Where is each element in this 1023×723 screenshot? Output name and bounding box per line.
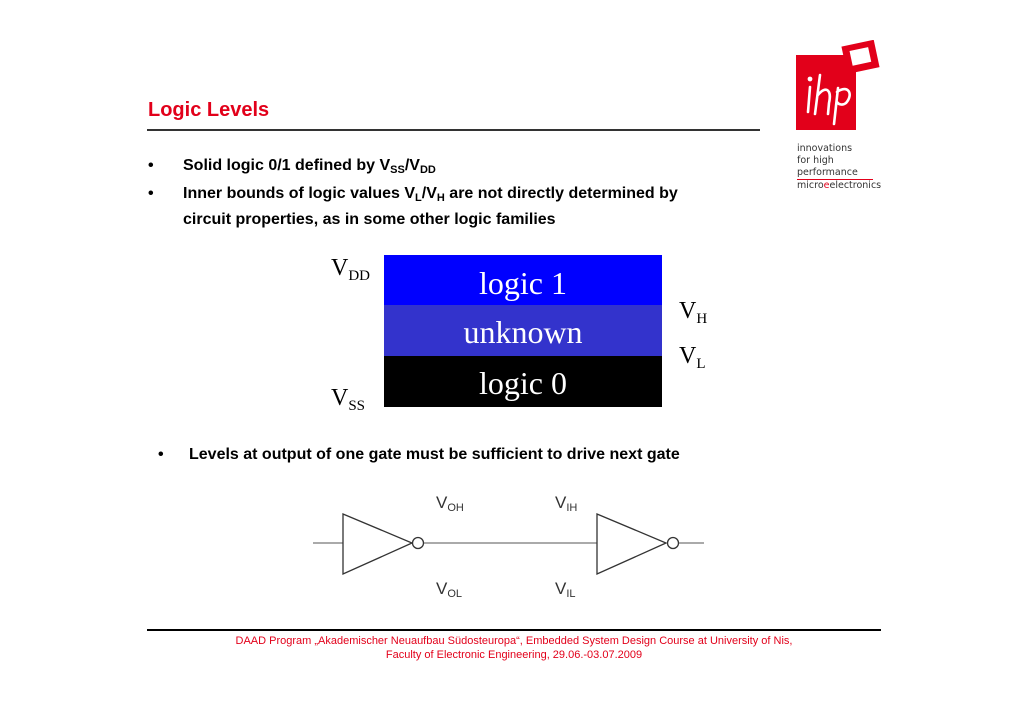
inverter-1-bubble bbox=[413, 538, 424, 549]
logo-tagline: innovations for high performance microeelectronics bbox=[797, 143, 882, 191]
logic-0-band: logic 0 bbox=[384, 356, 662, 407]
bullet-2-sep: /V bbox=[421, 185, 437, 202]
bullet-dot: • bbox=[148, 185, 154, 202]
vol-label: $V_{OL}$ bbox=[436, 579, 463, 600]
bullet-1-sep: /V bbox=[404, 157, 420, 174]
vss-label: $V_{SS}$ bbox=[331, 385, 366, 414]
bullet-2-sub-l: L bbox=[415, 192, 422, 204]
unknown-band: unknown bbox=[384, 305, 662, 356]
bullet-2-sub-h: H bbox=[436, 192, 445, 204]
footer-line-1: DAAD Program „Akademischer Neuaufbau Südosteuropa“, Embedded System Design Course at University of Nis, bbox=[235, 635, 793, 647]
vl-label: $V_L$ bbox=[679, 343, 706, 372]
vih-label: $V_{IH}$ bbox=[555, 493, 578, 514]
bullet-1-sub-dd: DD bbox=[419, 164, 436, 176]
bullet-1-text: Solid logic 0/1 defined by V bbox=[183, 157, 391, 174]
vdd-label: $V_{DD}$ bbox=[331, 255, 371, 284]
bullet-dot: • bbox=[148, 157, 154, 174]
vh-label: $V_H$ bbox=[679, 298, 708, 327]
title-divider bbox=[147, 129, 760, 131]
footer-divider bbox=[147, 629, 881, 631]
vil-label: $V_{IL}$ bbox=[555, 579, 576, 600]
bullet-2 bbox=[183, 183, 773, 231]
bullet-2-rest: are not directly determined by bbox=[444, 185, 678, 202]
inverter-1 bbox=[343, 514, 412, 574]
bullet-3: Levels at output of one gate must be sufficient to drive next gate bbox=[189, 446, 680, 463]
inverter-2 bbox=[597, 514, 666, 574]
inverter-chain-diagram bbox=[300, 485, 720, 605]
footer-line-2: Faculty of Electronic Engineering, 29.06.-03.07.2009 bbox=[385, 649, 643, 661]
inverter-2-bubble bbox=[668, 538, 679, 549]
bullet-1-sub-ss: SS bbox=[390, 164, 405, 176]
logic-1-band: logic 1 bbox=[384, 255, 662, 305]
bullet-dot: • bbox=[158, 446, 164, 463]
bullet-2-text: Inner bounds of logic values V bbox=[183, 185, 416, 202]
page-title: Logic Levels bbox=[148, 99, 270, 121]
ihp-logo-icon bbox=[796, 40, 881, 135]
bullet-1 bbox=[183, 155, 436, 181]
voh-label: $V_{OH}$ bbox=[436, 493, 464, 514]
bullet-2-line2: circuit properties, as in some other logic families bbox=[183, 211, 556, 228]
